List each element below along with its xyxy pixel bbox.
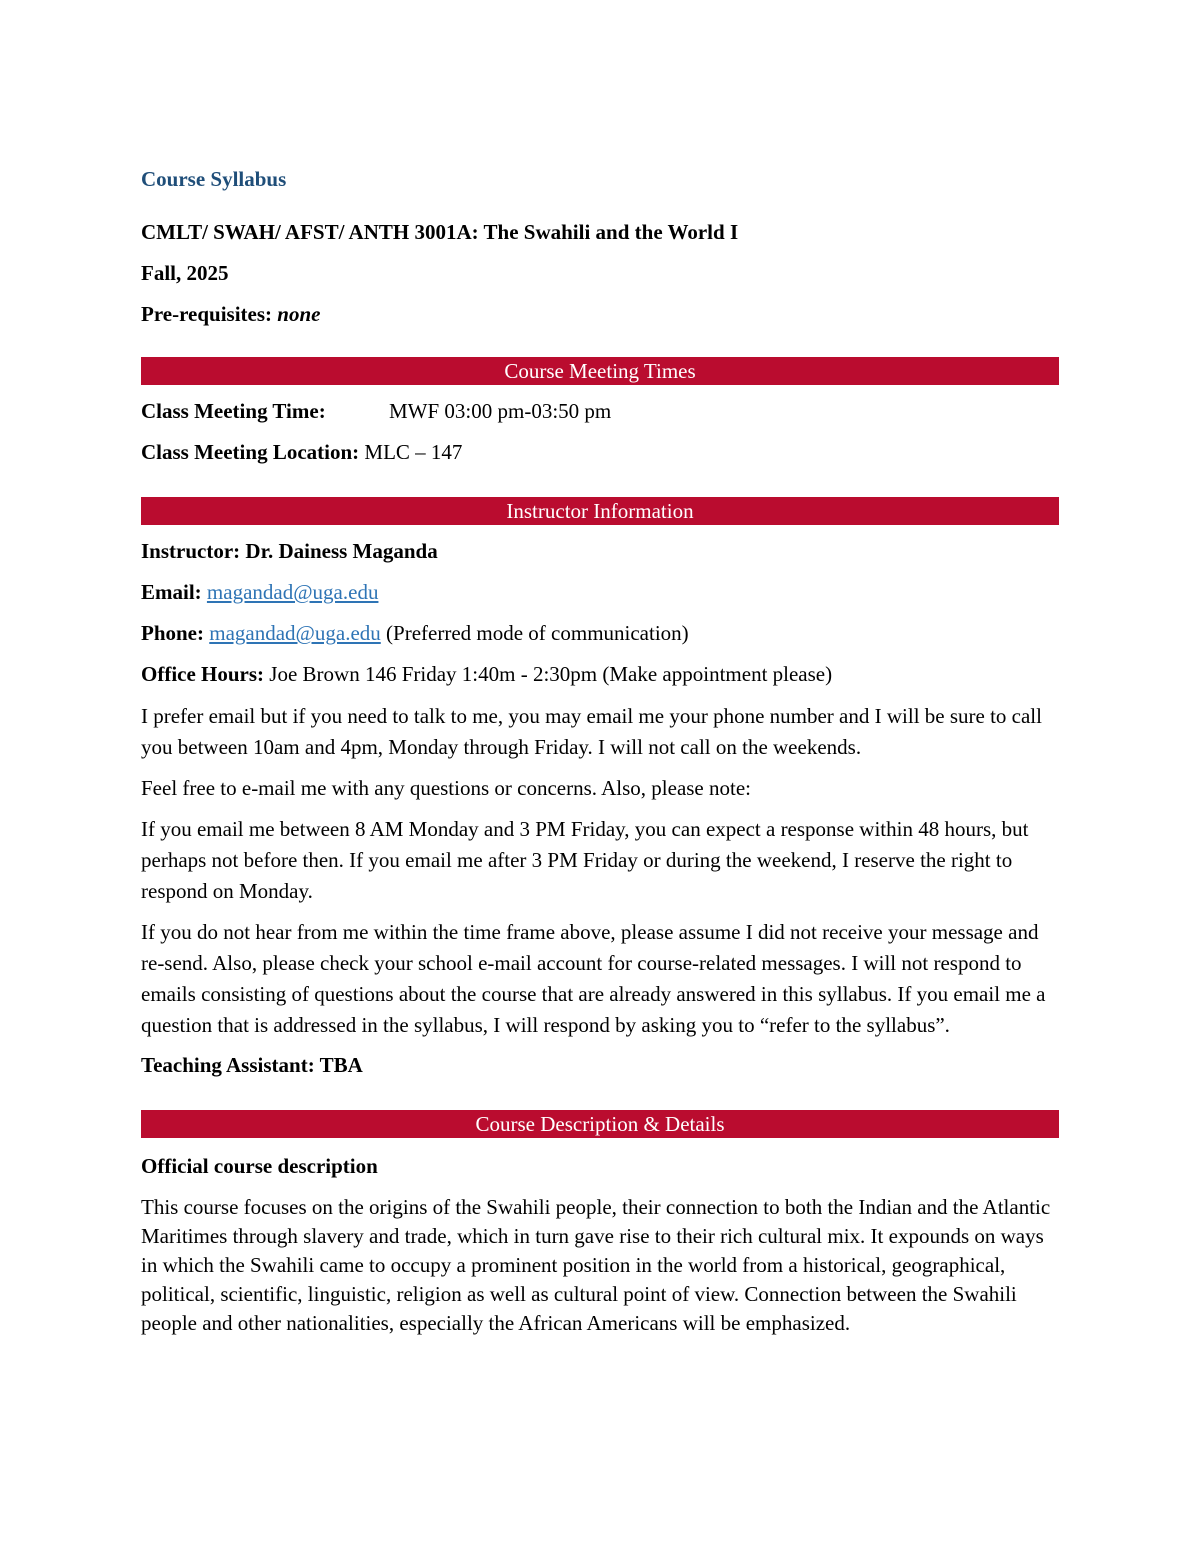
- meeting-time-row: [141, 397, 1059, 426]
- course-code: CMLT/ SWAH/ AFST/ ANTH 3001A: [141, 220, 472, 244]
- response-time-paragraph: If you email me between 8 AM Monday and 3 PM Friday, you can expect a response within 48 hours, but perhaps not before then. If you email me after 3 PM Friday or during the weekend, I reserve the right to respond on Monday.: [141, 817, 1029, 903]
- ta-label: Teaching Assistant:: [141, 1053, 315, 1077]
- email-row: [141, 578, 1059, 607]
- office-hours-label: Office Hours:: [141, 662, 265, 686]
- prereq-label: Pre-requisites:: [141, 302, 273, 326]
- meeting-location-value: MLC – 147: [364, 440, 463, 464]
- phone-email-link[interactable]: magandad@uga.edu: [209, 621, 381, 645]
- meeting-location-label: Class Meeting Location:: [141, 440, 360, 464]
- course-name: The Swahili and the World I: [483, 220, 739, 244]
- questions-paragraph: Feel free to e-mail me with any questions or concerns. Also, please note:: [141, 776, 751, 800]
- description-body: This course focuses on the origins of the Swahili people, their connection to both the Indian and the Atlantic Maritimes through slavery and trade, which in turn gave rise to their rich cultural mix. It expounds on ways in which the Swahili came to occupy a prominent position in the world from a historical, geographical, political, scientific, linguistic, religion as well as cultural point of view. Connection between the Swahili people and other nationalities, especially the African Americans will be emphasized.: [141, 1195, 1051, 1335]
- section-bar-instructor-info: Instructor Information: [141, 497, 1059, 525]
- instructor-label: Instructor:: [141, 539, 241, 563]
- meeting-location-row: [141, 438, 1059, 467]
- email-label: Email:: [141, 580, 202, 604]
- meeting-time-label: Class Meeting Time:: [141, 399, 326, 423]
- section-bar-meeting-times: Course Meeting Times: [141, 357, 1059, 385]
- instructor-name: Dr. Dainess Maganda: [245, 539, 438, 563]
- office-hours-value: Joe Brown 146 Friday 1:40m - 2:30pm (Make appointment please): [269, 662, 833, 686]
- email-link[interactable]: magandad@uga.edu: [206, 580, 379, 604]
- course-term: Fall, 2025: [141, 261, 229, 285]
- prerequisites: [141, 300, 1059, 329]
- ta-value: TBA: [319, 1053, 363, 1077]
- course-heading: CMLT/ SWAH/ AFST/ ANTH 3001A: The Swahili and the World I: [141, 220, 739, 244]
- phone-label: Phone:: [141, 621, 204, 645]
- description-heading: Official course description: [141, 1154, 378, 1178]
- teaching-assistant-row: [141, 1051, 1059, 1080]
- resend-paragraph: If you do not hear from me within the time frame above, please assume I did not receive your message and re-send. Also, please check your school e-mail account for course-related messages. I will not respond to emails consisting of questions about the course that are already answered in this syllabus. If you email me a question that is addressed in the syllabus, I will respond by asking you to “refer to the syllabus”.: [141, 920, 1046, 1037]
- instructor-row: [141, 537, 1059, 566]
- office-hours-row: [141, 660, 1059, 689]
- phone-row: [141, 619, 1059, 648]
- phone-note: (Preferred mode of communication): [386, 621, 689, 645]
- document-title: Course Syllabus: [141, 167, 287, 191]
- contact-preference-paragraph: I prefer email but if you need to talk to me, you may email me your phone number and I will be sure to call you between 10am and 4pm, Monday through Friday. I will not call on the weekends.: [141, 704, 1042, 759]
- meeting-time-value: MWF 03:00 pm-03:50 pm: [389, 399, 612, 423]
- section-bar-course-description: Course Description & Details: [141, 1110, 1059, 1138]
- prereq-value: none: [277, 302, 321, 326]
- document-body: [141, 164, 1059, 1338]
